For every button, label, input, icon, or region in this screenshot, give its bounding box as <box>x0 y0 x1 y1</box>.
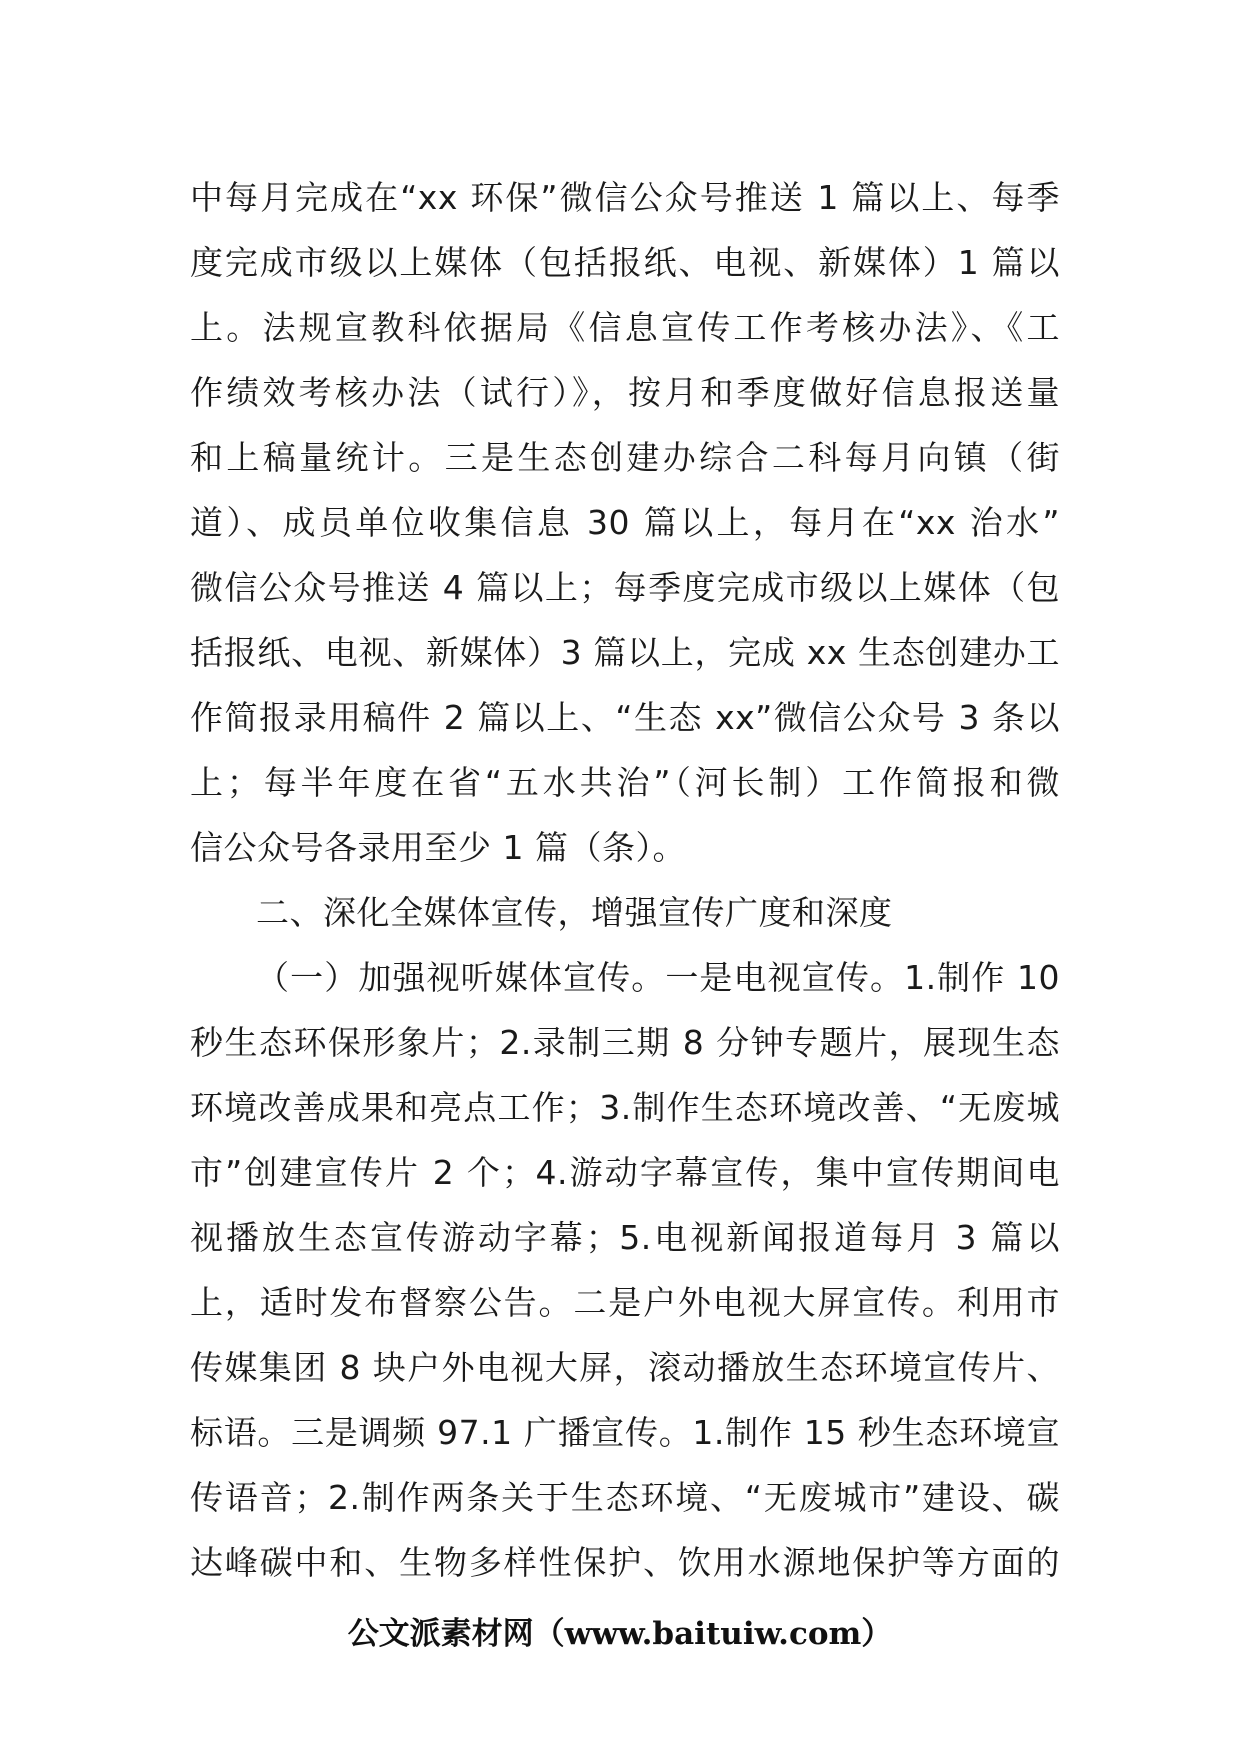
paragraph-line: 标语。三是调频 97.1 广播宣传。1.制作 15 秒生态环境宣 <box>190 1413 1060 1452</box>
paragraph-line: 和上稿量统计。三是生态创建办综合二科每月向镇（街 <box>190 438 1060 477</box>
paragraph-line: 上；每半年度在省“五水共治”（河长制）工作简报和微 <box>190 763 1060 802</box>
paragraph-line: （一）加强视听媒体宣传。一是电视宣传。1.制作 10 <box>256 958 1060 997</box>
paragraph-line: 达峰碳中和、生物多样性保护、饮用水源地保护等方面的 <box>190 1543 1060 1582</box>
paragraph-line: 视播放生态宣传游动字幕；5.电视新闻报道每月 3 篇以 <box>190 1218 1060 1257</box>
paragraph-line: 度完成市级以上媒体（包括报纸、电视、新媒体）1 篇以 <box>190 243 1060 282</box>
paragraph-line: 秒生态环保形象片；2.录制三期 8 分钟专题片，展现生态 <box>190 1023 1060 1062</box>
paragraph-line: 道）、成员单位收集信息 30 篇以上，每月在“xx 治水” <box>190 503 1060 542</box>
paragraph-line: 括报纸、电视、新媒体）3 篇以上，完成 xx 生态创建办工 <box>190 633 1060 672</box>
paragraph-line: 传媒集团 8 块户外电视大屏，滚动播放生态环境宣传片、 <box>190 1348 1060 1387</box>
document-body <box>190 165 1060 1595</box>
paragraph-line: 环境改善成果和亮点工作；3.制作生态环境改善、“无废城 <box>190 1088 1060 1127</box>
footer-watermark-text: 公文派素材网（www.baituiw.com） <box>347 1616 893 1652</box>
paragraph-line: 市”创建宣传片 2 个；4.游动字幕宣传，集中宣传期间电 <box>190 1153 1060 1192</box>
paragraph-line: 传语音；2.制作两条关于生态环境、“无废城市”建设、碳 <box>190 1478 1060 1517</box>
section-heading: 二、深化全媒体宣传，增强宣传广度和深度 <box>256 893 893 932</box>
paragraph-line: 微信公众号推送 4 篇以上；每季度完成市级以上媒体（包 <box>190 568 1060 607</box>
paragraph-line: 作简报录用稿件 2 篇以上、“生态 xx”微信公众号 3 条以 <box>190 698 1060 737</box>
paragraph-line: 上。法规宣教科依据局《信息宣传工作考核办法》、《工 <box>190 308 1060 347</box>
paragraph-line: 中每月完成在“xx 环保”微信公众号推送 1 篇以上、每季 <box>190 178 1060 217</box>
paragraph-line: 上，适时发布督察公告。二是户外电视大屏宣传。利用市 <box>190 1283 1060 1322</box>
paragraph-line: 作绩效考核办法（试行）》，按月和季度做好信息报送量 <box>190 373 1060 412</box>
paragraph-line: 信公众号各录用至少 1 篇（条）。 <box>190 828 686 867</box>
